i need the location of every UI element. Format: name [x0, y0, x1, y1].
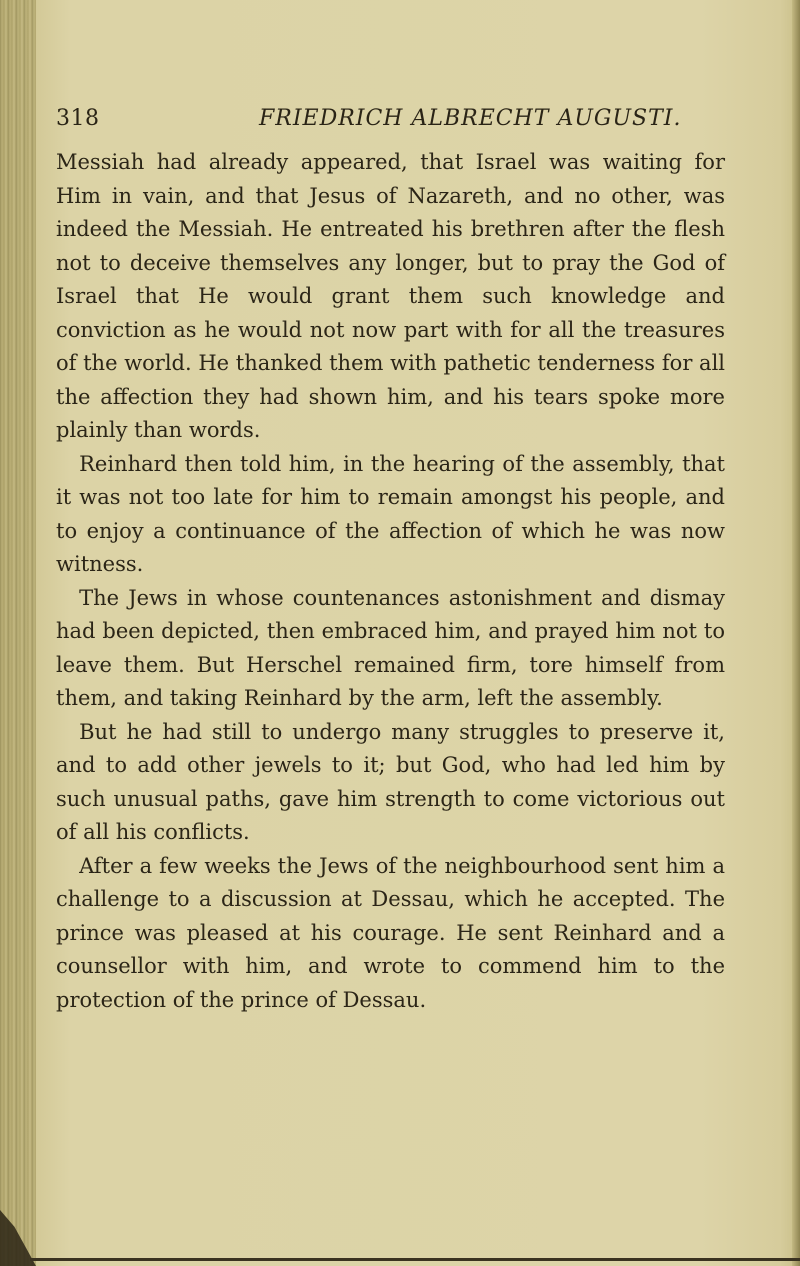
page-binding-gutter: [0, 0, 36, 1266]
running-title: FRIEDRICH ALBRECHT AUGUSTI.: [259, 106, 682, 131]
page-right-edge: [792, 0, 800, 1266]
paragraph-4: But he had still to undergo many struggles to preserve it, and to add other jewels to it; but God, who had led him by such unusual paths, gave him strength to come victorious out of all his conflicts.: [56, 719, 725, 844]
paragraph-1: Messiah had already appeared, that Israel was waiting for Him in vain, and that Jesus of Nazareth, and no other, was indeed the Messiah. He entreated his brethren after the flesh not to deceive themselves any longer, but to pray the God of Israel that He would grant them such knowledge and conviction as he would not now part with for all the treasures of the world. He thanked them with pathetic tenderness for all the affection they had shown him, and his tears spoke more plainly than words.: [56, 150, 725, 442]
paragraph-2: Reinhard then told him, in the hearing of the assembly, that it was not too late for him to remain amongst his people, and to enjoy a continuance of the affection of which he was now witness.: [56, 451, 725, 576]
running-header: [56, 106, 696, 140]
body-text: [56, 146, 725, 1017]
page-number: 318: [56, 106, 100, 131]
page-bottom-edge: [30, 1258, 800, 1261]
paragraph-5: After a few weeks the Jews of the neighbourhood sent him a challenge to a discussion at Dessau, which he accepted. The prince was pleased at his courage. He sent Reinhard and a counsellor with him, and wrote to commend him to the protection of the prince of Dessau.: [56, 853, 725, 1012]
paragraph-3: The Jews in whose countenances astonishment and dismay had been depicted, then embraced him, and prayed him not to leave them. But Herschel remained firm, tore himself from them, and taking Reinhard by the arm, left the assembly.: [56, 585, 725, 710]
